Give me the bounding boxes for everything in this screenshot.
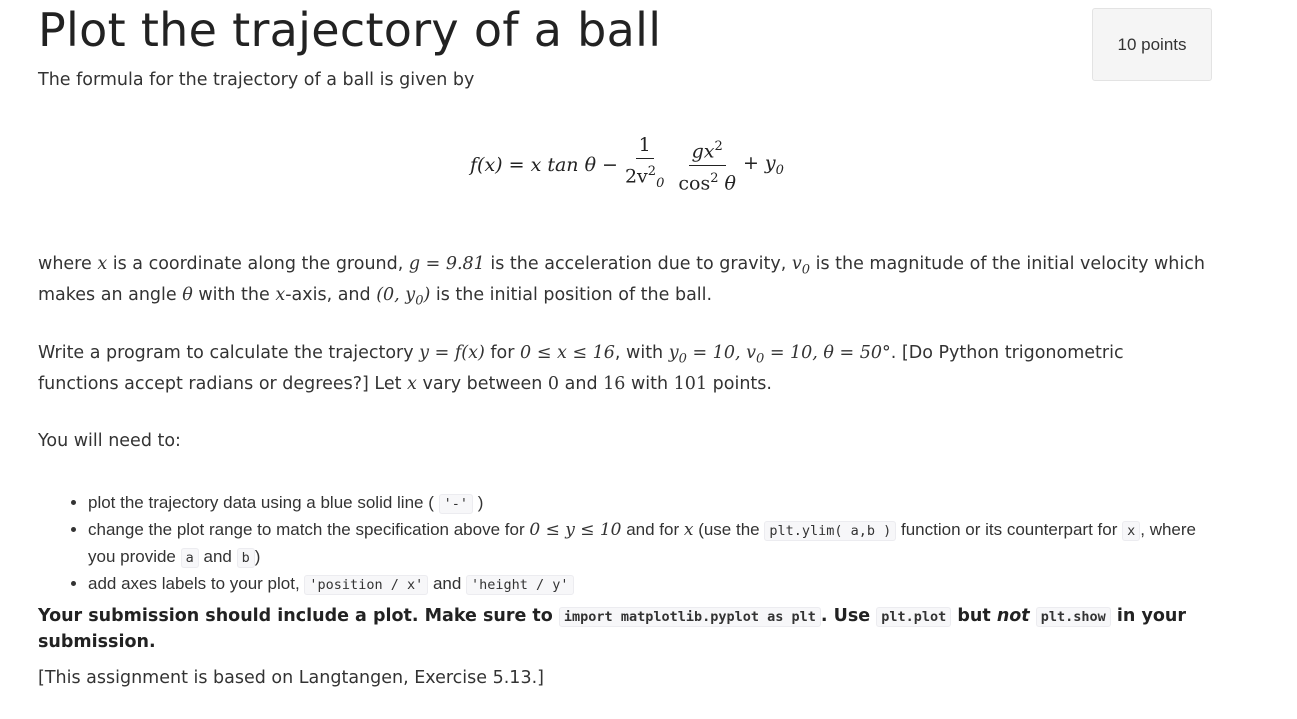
p2-eq1: y = f(x) xyxy=(419,343,485,363)
fraction-2-den-text: cos xyxy=(678,171,711,194)
p2-n0: 0 xyxy=(547,373,560,394)
p2-t5: vary between xyxy=(416,373,548,394)
p2-eq3 xyxy=(668,343,891,367)
sub-t2: . Use xyxy=(820,606,877,626)
p1-theta: θ xyxy=(182,284,193,305)
fraction-1-den-sup: 2 xyxy=(647,164,657,180)
formula-tail xyxy=(743,152,784,178)
fraction-2-den-theta: θ xyxy=(718,171,736,194)
item2-x: x xyxy=(683,520,694,540)
fraction-2-den-sup: 2 xyxy=(710,170,719,186)
p1-t1: where xyxy=(38,254,98,274)
intro-text: The formula for the trajectory of a ball is given by xyxy=(38,70,475,90)
p2-n16: 16 xyxy=(603,373,626,394)
item3-code-height: 'height / y' xyxy=(466,575,574,595)
trajectory-formula xyxy=(470,135,784,195)
sub-t3: but xyxy=(951,606,997,626)
formula-lhs: f(x) = x tan θ − xyxy=(470,154,618,176)
sub-t1: Your submission should include a plot. Make sure to xyxy=(38,606,559,626)
list-item xyxy=(88,517,1218,571)
sub-not: not xyxy=(996,606,1030,626)
fraction-2-num-text: gx xyxy=(691,140,715,163)
p1-pos-text: (0, y xyxy=(376,284,416,305)
sub-code-plot: plt.plot xyxy=(876,607,951,627)
submission-instructions xyxy=(38,604,1238,655)
page-title: Plot the trajectory of a ball xyxy=(38,3,662,57)
p1-x2: x xyxy=(275,284,286,305)
p1-t6: -axis, and xyxy=(285,284,377,305)
p2-eq2: 0 ≤ x ≤ 16 xyxy=(520,343,615,363)
p1-t3: is the acceleration due to gravity, xyxy=(484,254,792,274)
list-item xyxy=(88,490,1218,517)
item1-text: plot the trajectory data using a blue solid line ( xyxy=(88,493,434,512)
p2-t1: Write a program to calculate the trajectory xyxy=(38,343,420,363)
list-item xyxy=(88,571,1218,598)
p1-pos: (0, $y_0$) xyxy=(376,284,431,308)
p1-pos-sub: 0 xyxy=(415,293,424,308)
formula-fraction-2 xyxy=(675,135,739,195)
definitions-paragraph xyxy=(38,252,1208,313)
p2-t3: , with xyxy=(614,343,669,363)
footer-note: [This assignment is based on Langtangen, Exercise 5.13.] xyxy=(38,668,544,688)
item2-code-ylim: plt.ylim( a,b ) xyxy=(764,521,896,541)
formula-fraction-1 xyxy=(622,133,667,196)
p1-t2: is a coordinate along the ground, xyxy=(107,254,409,274)
fraction-2-numerator xyxy=(689,135,726,165)
sub-code-import: import matplotlib.pyplot as plt xyxy=(559,607,821,627)
item2-code-a: a xyxy=(181,548,199,568)
p2-eq3a-sub: 0 xyxy=(678,351,687,367)
p2-eq3a: y xyxy=(668,343,679,363)
p1-g: g = 9.81 xyxy=(408,254,485,274)
item1-code: '-' xyxy=(439,494,473,514)
p2-t6: and xyxy=(559,373,604,394)
fraction-2-num-sup: 2 xyxy=(714,139,723,155)
p1-v0-sub: 0 xyxy=(801,262,811,278)
p2-n101: 101 xyxy=(673,373,708,394)
p2-eq3b: = 10, v xyxy=(686,343,756,363)
fraction-1-denominator xyxy=(622,159,667,196)
item3-code-position: 'position / x' xyxy=(304,575,428,595)
sub-code-show: plt.show xyxy=(1036,607,1111,627)
need-heading: You will need to: xyxy=(38,431,181,451)
fraction-1-den-text: 2v xyxy=(624,165,648,188)
item3-t1: add axes labels to your plot, xyxy=(88,574,305,593)
p2-t7: with xyxy=(625,373,674,394)
formula-tail-sub: 0 xyxy=(775,162,784,178)
item2-t5: , where you provide xyxy=(88,520,1196,566)
p2-t4: . [Do Python trigonometric functions accept radians or degrees?] Let xyxy=(38,343,1124,394)
fraction-2-denominator xyxy=(675,166,739,195)
fraction-1-numerator: 1 xyxy=(636,133,654,159)
fraction-1-den-sub: 0 xyxy=(656,176,665,192)
p1-v0-text: v xyxy=(791,254,802,274)
item1-end: ) xyxy=(477,493,484,512)
p1-t7: is the initial position of the ball. xyxy=(430,284,713,305)
p2-eq3c: = 10, θ = 50° xyxy=(764,343,891,363)
formula-tail-text: + y xyxy=(742,152,776,175)
p1-v0 xyxy=(791,254,811,278)
task-list xyxy=(38,490,1218,598)
item2-t7: ) xyxy=(254,547,261,566)
item2-code-b: b xyxy=(237,548,255,568)
item2-code-x: x xyxy=(1122,521,1140,541)
points-label: 10 points xyxy=(1117,34,1187,54)
item3-t2: and xyxy=(428,574,467,593)
sub-t4: in your submission. xyxy=(38,606,1186,652)
task-paragraph xyxy=(38,341,1208,397)
item2-eq: 0 ≤ y ≤ 10 xyxy=(529,520,622,540)
item2-t6: and xyxy=(198,547,237,566)
p1-x: x xyxy=(97,254,108,274)
p2-eq3b-sub: 0 xyxy=(755,351,765,367)
p2-t2: for xyxy=(484,343,521,363)
item2-t3: (use the xyxy=(693,520,765,539)
p1-t5: with the xyxy=(192,284,276,305)
item2-t4: function or its counterpart for xyxy=(896,520,1123,539)
p2-x: x xyxy=(407,373,417,394)
item2-t1: change the plot range to match the specification above for xyxy=(88,520,530,539)
p1-t4: is the magnitude of the initial velocity which makes an angle xyxy=(38,254,1205,305)
item2-t2: and for xyxy=(621,520,684,539)
p2-t8: points. xyxy=(707,373,772,394)
